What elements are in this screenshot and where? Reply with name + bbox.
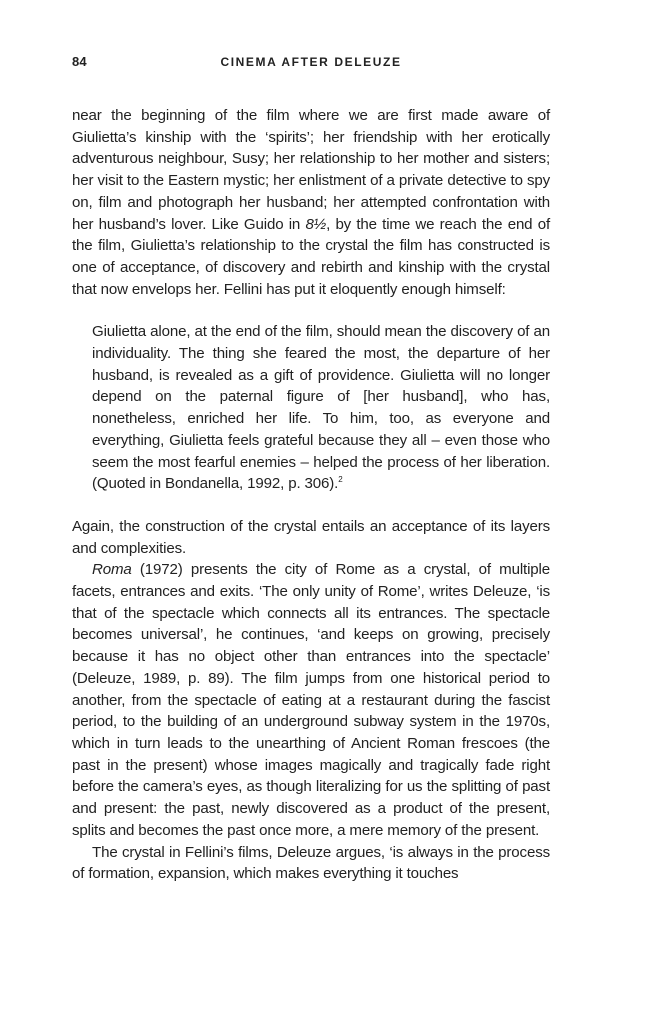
- paragraph-1: [72, 105, 550, 300]
- paragraph-1-text-b: , by the time we reach the end of the film, Giulietta’s relationship to the crystal the film has constructed is one of acceptance, of discovery and rebirth and kinship with the crystal that now envelops her. Fellini has put it eloquently enough himself:: [72, 215, 550, 298]
- film-title-8-half: 8½: [305, 215, 327, 233]
- block-quote: [92, 321, 550, 495]
- film-title-roma: Roma: [92, 561, 132, 579]
- footnote-marker: 2: [338, 475, 343, 485]
- paragraph-3-text: (1972) presents the city of Rome as a crystal, of multiple facets, entrances and exits. ‘The only unity of Rome’, writes Deleuze, ‘is that of the spectacle which connects all its entrances. The spectacle becomes universal’, he continues, ‘and keeps on growing, precisely because it has no object other than entrances into the spectacle’ (Deleuze, 1989, p. 89). The film jumps from one historical period to another, from the spectacle of eating at a restaurant during the fascist period, to the building of an underground subway system in the 1970s, which in turn leads to the unearthing of Ancient Roman frescoes (the past in the present) whose images magically and tragically fade right before the camera’s eyes, as though literalizing for us the splitting of past and present: the past, newly discovered as a product of the present, splits and becomes the past once more, a mere memory of the present.: [72, 561, 550, 839]
- block-quote-text: Giulietta alone, at the end of the film, should mean the discovery of an individuality. The thing she feared the most, the departure of her husband, is revealed as a gift of providence. Giulietta will no longer depend on the paternal figure of [her husband], who has, nonetheless, enriched her life. To him, too, as everyone and everything, Giulietta feels grateful because they all – even those who seem the most fearful enemies – helped the process of her liberation. (Quoted in Bondanella, 1992, p. 306).: [92, 323, 550, 493]
- paragraph-3: [72, 559, 550, 841]
- page-number: 84: [72, 54, 87, 69]
- running-head: [72, 54, 550, 70]
- paragraph-4: The crystal in Fellini’s films, Deleuze argues, ‘is always in the process of formation, expansion, which makes everything it touches: [72, 843, 550, 883]
- page-body: [72, 105, 550, 885]
- paragraph-2: Again, the construction of the crystal entails an acceptance of its layers and complexities.: [72, 517, 550, 557]
- book-title: CINEMA AFTER DELEUZE: [220, 55, 402, 69]
- paragraph-1-text-a: near the beginning of the film where we are first made aware of Giulietta’s kinship with the ‘spirits’; her friendship with her erotically adventurous neighbour, Susy; her relationship to her mother and sisters; her visit to the Eastern mystic; her enlistment of a private detective to spy on, film and photograph her husband; her attempted confrontation with her husband’s lover. Like Guido in: [72, 107, 550, 233]
